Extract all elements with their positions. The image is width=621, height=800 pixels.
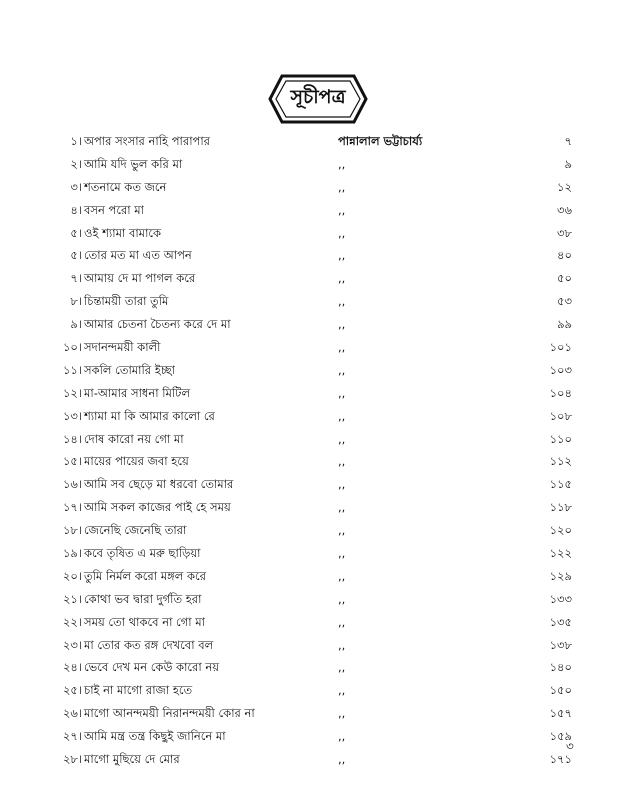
entry-page: ১২২	[549, 546, 572, 561]
entry-title: সময় তো থাকবে না গো মা	[84, 614, 205, 629]
entry-author: ,,	[338, 179, 346, 194]
entry-title: আমার চেতনা চৈতন্য করে দে মা	[84, 317, 231, 332]
entry-page: ১২০	[549, 523, 572, 538]
toc-entry	[0, 450, 621, 473]
entry-author: ,,	[338, 431, 346, 446]
entry-title: ভেবে দেখ মন কেউ কারো নয়	[84, 660, 220, 675]
toc-entry	[0, 176, 621, 199]
toc-entry	[0, 702, 621, 725]
entry-number: ২৪।	[62, 660, 82, 675]
entry-page: ১১৫	[549, 477, 572, 492]
entry-number: ৫।	[70, 225, 82, 240]
table-of-contents	[0, 130, 621, 771]
entry-title: আমি মন্ত্র তন্ত্র কিছুই জানিনে মা	[84, 729, 226, 744]
entry-number: ১০।	[62, 340, 82, 355]
entry-page: ৩৮	[557, 225, 572, 240]
entry-title: মাগো মুছিয়ে দে মোর	[84, 752, 180, 767]
entry-page: ১০৪	[549, 385, 572, 400]
entry-title: শ্যামা মা কি আমার কালো রে	[84, 408, 215, 423]
entry-number: ১।	[70, 134, 82, 148]
page-number: ৩	[566, 739, 574, 753]
entry-author: ,,	[338, 225, 346, 240]
entry-number: ২৭।	[62, 729, 82, 744]
entry-title: কবে তৃষিত এ মরু ছাড়িয়া	[84, 546, 201, 561]
entry-page: ১০১	[549, 340, 572, 355]
entry-author: ,,	[338, 294, 346, 309]
toc-entry	[0, 611, 621, 634]
entry-title: তোর মত মা এত আপন	[84, 248, 192, 263]
entry-author: ,,	[338, 454, 346, 469]
entry-title: মা তোর কত রঙ্গ দেখবো বল	[84, 637, 214, 652]
entry-page: ১১২	[549, 454, 572, 469]
toc-entry	[0, 496, 621, 519]
entry-page: ১৪০	[549, 660, 572, 675]
entry-author: ,,	[338, 637, 346, 652]
entry-author: ,,	[338, 248, 346, 263]
toc-entry	[0, 428, 621, 451]
entry-page: ১২৯	[549, 568, 572, 583]
entry-number: ৪।	[70, 202, 82, 217]
entry-number: ১৬।	[62, 477, 82, 492]
toc-entry	[0, 405, 621, 428]
entry-author: ,,	[338, 591, 346, 606]
toc-entry	[0, 473, 621, 496]
entry-page: ৩৬	[557, 202, 572, 217]
entry-title: জেনেছি জেনেছি তারা	[84, 523, 187, 538]
entry-page: ১৩৩	[549, 591, 572, 606]
entry-title: মায়ের পায়ের জবা হয়ে	[84, 454, 189, 469]
entry-title: সকলি তোমারি ইচ্ছা	[84, 362, 175, 377]
entry-title: চাই না মাগো রাজা হতে	[84, 683, 193, 698]
entry-number: ৮।	[70, 294, 82, 309]
entry-page: ১৫৭	[549, 706, 572, 721]
entry-number: ১৪।	[62, 431, 82, 446]
entry-number: ২৬।	[62, 706, 82, 721]
entry-number: ১১।	[62, 362, 82, 377]
entry-title: ওই শ্যামা বামাকে	[84, 225, 162, 240]
entry-page: ১৫৯	[549, 729, 572, 744]
toc-entry	[0, 565, 621, 588]
entry-number: ২১।	[62, 591, 82, 606]
toc-entry	[0, 542, 621, 565]
entry-author: ,,	[338, 362, 346, 377]
toc-entry	[0, 222, 621, 245]
entry-page: ১৫০	[549, 683, 572, 698]
entry-page: ৫০	[557, 271, 572, 286]
entry-number: ৯।	[70, 317, 82, 332]
page-title: সূচীপত্র	[290, 86, 346, 108]
entry-page: ১৩৫	[549, 614, 572, 629]
entry-author: পান্নালাল ভট্টাচার্য্য	[338, 134, 423, 148]
entry-title: তুমি নির্মল করো মঙ্গল করে	[84, 568, 206, 583]
entry-author: ,,	[338, 156, 346, 171]
entry-number: ১৯।	[62, 546, 82, 561]
toc-entry	[0, 588, 621, 611]
toc-entry	[0, 382, 621, 405]
entry-title: আমি যদি ভুল করি মা	[84, 156, 183, 171]
entry-author: ,,	[338, 706, 346, 721]
entry-author: ,,	[338, 500, 346, 515]
entry-number: ১৮।	[62, 523, 82, 538]
entry-title: কোথা ভব দ্বারা দুর্গতি হরা	[84, 591, 202, 606]
toc-entry	[0, 748, 621, 771]
entry-author: ,,	[338, 317, 346, 332]
entry-author: ,,	[338, 660, 346, 675]
entry-page: ১৩৮	[549, 637, 572, 652]
entry-title: আমি সকল কাজের পাই হে সময়	[84, 500, 231, 515]
entry-page: ১০৮	[549, 408, 572, 423]
entry-title: আমি সব ছেড়ে মা ধরবো তোমার	[84, 477, 234, 492]
entry-title: মাগো আনন্দময়ী নিরানন্দময়ী কোর না	[84, 706, 255, 721]
title-box	[262, 68, 374, 130]
entry-number: ২৮।	[62, 752, 82, 767]
entry-number: ৩।	[70, 179, 82, 194]
entry-number: ৫।	[70, 248, 82, 263]
toc-entry	[0, 519, 621, 542]
toc-entry	[0, 336, 621, 359]
toc-entry	[0, 199, 621, 222]
entry-page: ১৭১	[549, 752, 572, 767]
entry-title: চিন্তাময়ী তারা তুমি	[84, 294, 169, 309]
entry-page: ৭	[564, 134, 572, 148]
entry-title: দোষ কারো নয় গো মা	[84, 431, 184, 446]
entry-title: সদানন্দময়ী কালী	[84, 340, 161, 355]
entry-title: অপার সংসার নাহি পারাপার	[84, 134, 210, 148]
entry-number: ২০।	[62, 568, 82, 583]
toc-entry	[0, 153, 621, 176]
entry-title: শতনামে কত জনে	[84, 179, 167, 194]
entry-page: ১১৮	[549, 500, 572, 515]
entry-author: ,,	[338, 202, 346, 217]
toc-entry	[0, 244, 621, 267]
entry-number: ১৭।	[62, 500, 82, 515]
entry-author: ,,	[338, 408, 346, 423]
entry-number: ২।	[70, 156, 82, 171]
entry-number: ১২।	[62, 385, 82, 400]
entry-page: ৯	[564, 156, 572, 171]
entry-page: ৪০	[557, 248, 572, 263]
entry-number: ২৫।	[62, 683, 82, 698]
toc-entry	[0, 313, 621, 336]
entry-author: ,,	[338, 729, 346, 744]
toc-entry	[0, 130, 621, 153]
entry-author: ,,	[338, 614, 346, 629]
entry-page: ১০৩	[549, 362, 572, 377]
entry-author: ,,	[338, 271, 346, 286]
entry-author: ,,	[338, 683, 346, 698]
entry-author: ,,	[338, 385, 346, 400]
toc-entry	[0, 634, 621, 657]
entry-number: ১৩।	[62, 408, 82, 423]
entry-number: ১৫।	[62, 454, 82, 469]
entry-author: ,,	[338, 340, 346, 355]
entry-page: ১২	[557, 179, 572, 194]
toc-entry	[0, 725, 621, 748]
entry-title: বসন পরো মা	[84, 202, 144, 217]
entry-title: মা-আমার সাধনা মিটিল	[84, 385, 191, 400]
toc-entry	[0, 267, 621, 290]
entry-author: ,,	[338, 477, 346, 492]
entry-page: ১১০	[549, 431, 572, 446]
entry-author: ,,	[338, 546, 346, 561]
toc-entry	[0, 679, 621, 702]
entry-page: ৯৯	[557, 317, 572, 332]
entry-author: ,,	[338, 752, 346, 767]
entry-page: ৫৩	[557, 294, 572, 309]
entry-number: ২২।	[62, 614, 82, 629]
entry-number: ৭।	[70, 271, 82, 286]
entry-author: ,,	[338, 523, 346, 538]
toc-entry	[0, 359, 621, 382]
toc-entry	[0, 656, 621, 679]
entry-author: ,,	[338, 568, 346, 583]
toc-entry	[0, 290, 621, 313]
entry-number: ২৩।	[62, 637, 82, 652]
entry-title: আমায় দে মা পাগল করে	[84, 271, 196, 286]
